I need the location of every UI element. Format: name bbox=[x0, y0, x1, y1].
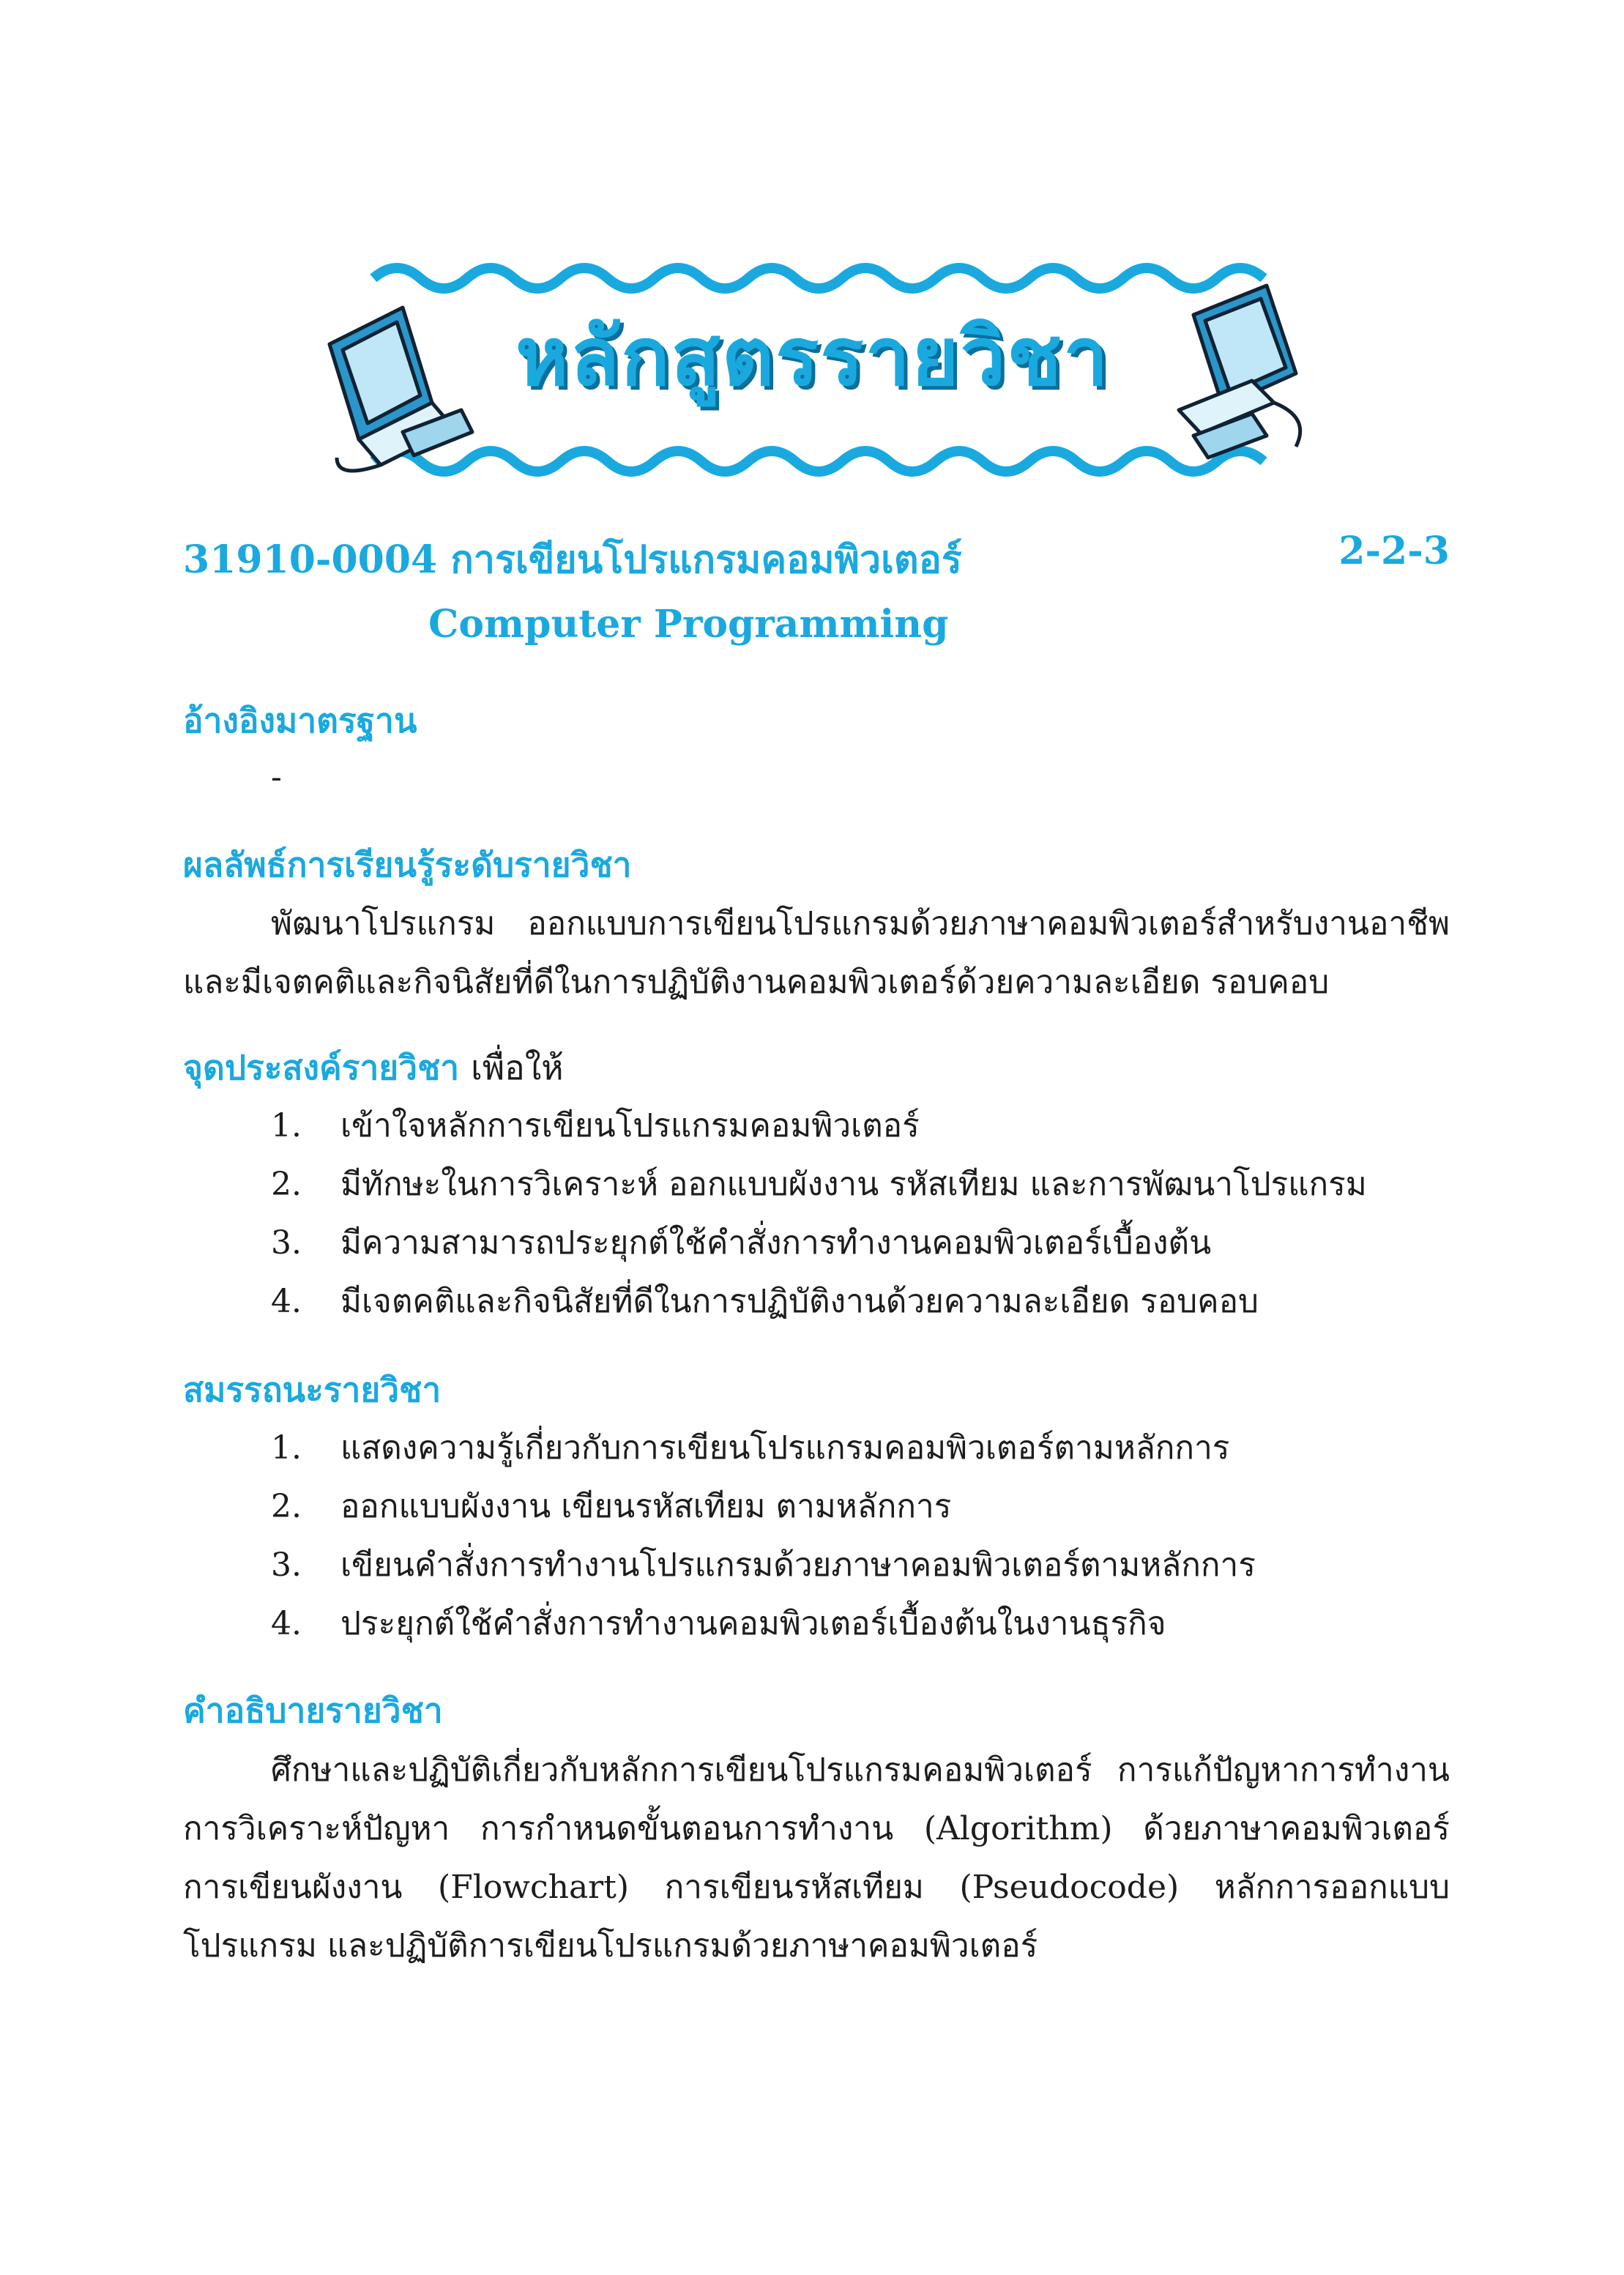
page-title: หลักสูตรรายวิชา bbox=[515, 310, 1110, 403]
outcomes-text: พัฒนาโปรแกรม ออกแบบการเขียนโปรแกรมด้วยภาษาคอมพิวเตอร์สำหรับงานอาชีพ และมีเจตคติและกิจนิสัยที่ดีในการปฏิบัติงานคอมพิวเตอร์ด้วยความละเอียด รอบคอบ bbox=[183, 905, 1450, 1001]
list-item bbox=[271, 1478, 1442, 1536]
list-item bbox=[271, 1214, 1442, 1273]
item-text: เข้าใจหลักการเขียนโปรแกรมคอมพิวเตอร์ bbox=[340, 1107, 920, 1144]
objectives-heading-label: จุดประสงค์รายวิชา bbox=[183, 1048, 460, 1087]
list-item bbox=[271, 1419, 1442, 1478]
item-number: 4. bbox=[271, 1283, 302, 1320]
outcomes-heading: ผลลัพธ์การเรียนรู้ระดับรายวิชา bbox=[183, 845, 632, 885]
item-number: 2. bbox=[271, 1488, 302, 1525]
computer-right-icon bbox=[1150, 278, 1318, 469]
competencies-heading: สมรรถนะรายวิชา bbox=[183, 1370, 442, 1410]
item-number: 2. bbox=[271, 1166, 302, 1203]
description-heading: คำอธิบายรายวิชา bbox=[183, 1691, 443, 1730]
list-item bbox=[271, 1595, 1442, 1653]
item-number: 1. bbox=[271, 1107, 302, 1144]
item-text: มีทักษะในการวิเคราะห์ ออกแบบผังงาน รหัสเทียม และการพัฒนาโปรแกรม bbox=[340, 1166, 1367, 1203]
course-credits: 2-2-3 bbox=[1338, 529, 1450, 573]
list-item bbox=[271, 1536, 1442, 1595]
course-code-title: 31910-0004 การเขียนโปรแกรมคอมพิวเตอร์ bbox=[183, 537, 962, 582]
objectives-heading-suffix: เพื่อให้ bbox=[471, 1048, 564, 1087]
item-text: มีความสามารถประยุกต์ใช้คำสั่งการทำงานคอมพิวเตอร์เบื้องต้น bbox=[340, 1224, 1212, 1262]
item-number: 3. bbox=[271, 1546, 302, 1584]
item-number: 3. bbox=[271, 1224, 302, 1262]
standard-heading: อ้างอิงมาตรฐาน bbox=[183, 701, 417, 740]
list-item bbox=[271, 1097, 1442, 1155]
objectives-list bbox=[271, 1097, 1442, 1331]
competencies-list bbox=[271, 1419, 1442, 1653]
item-text: มีเจตคติและกิจนิสัยที่ดีในการปฏิบัติงานด้วยความละเอียด รอบคอบ bbox=[340, 1283, 1259, 1320]
item-text: แสดงความรู้เกี่ยวกับการเขียนโปรแกรมคอมพิวเตอร์ตามหลักการ bbox=[340, 1429, 1230, 1467]
list-item bbox=[271, 1273, 1442, 1331]
item-text: เขียนคำสั่งการทำงานโปรแกรมด้วยภาษาคอมพิวเตอร์ตามหลักการ bbox=[340, 1546, 1256, 1584]
course-title-en: Computer Programming bbox=[428, 602, 949, 647]
standard-value: - bbox=[271, 759, 282, 796]
objectives-heading bbox=[183, 1041, 564, 1095]
item-number: 1. bbox=[271, 1429, 302, 1467]
computer-left-icon bbox=[315, 293, 483, 483]
list-item bbox=[271, 1155, 1442, 1214]
item-text: ประยุกต์ใช้คำสั่งการทำงานคอมพิวเตอร์เบื้องต้นในงานธุรกิจ bbox=[340, 1605, 1166, 1642]
item-text: ออกแบบผังงาน เขียนรหัสเทียม ตามหลักการ bbox=[340, 1488, 952, 1525]
course-header bbox=[183, 529, 1450, 589]
item-number: 4. bbox=[271, 1605, 302, 1642]
description-text: ศึกษาและปฏิบัติเกี่ยวกับหลักการเขียนโปรแกรมคอมพิวเตอร์ การแก้ปัญหาการทำงาน การวิเคราะห์ปัญหา การกำหนดขั้นตอนการทำงาน (Algorithm) ด้วยภาษาคอมพิวเตอร์ การเขียนผังงาน (Flowchart) การเขียนรหัสเทียม (Pseudocode) หลักการออกแบบโปรแกรม และปฏิบัติการเขียนโปรแกรมด้วยภาษาคอมพิวเตอร์ bbox=[183, 1751, 1450, 1965]
